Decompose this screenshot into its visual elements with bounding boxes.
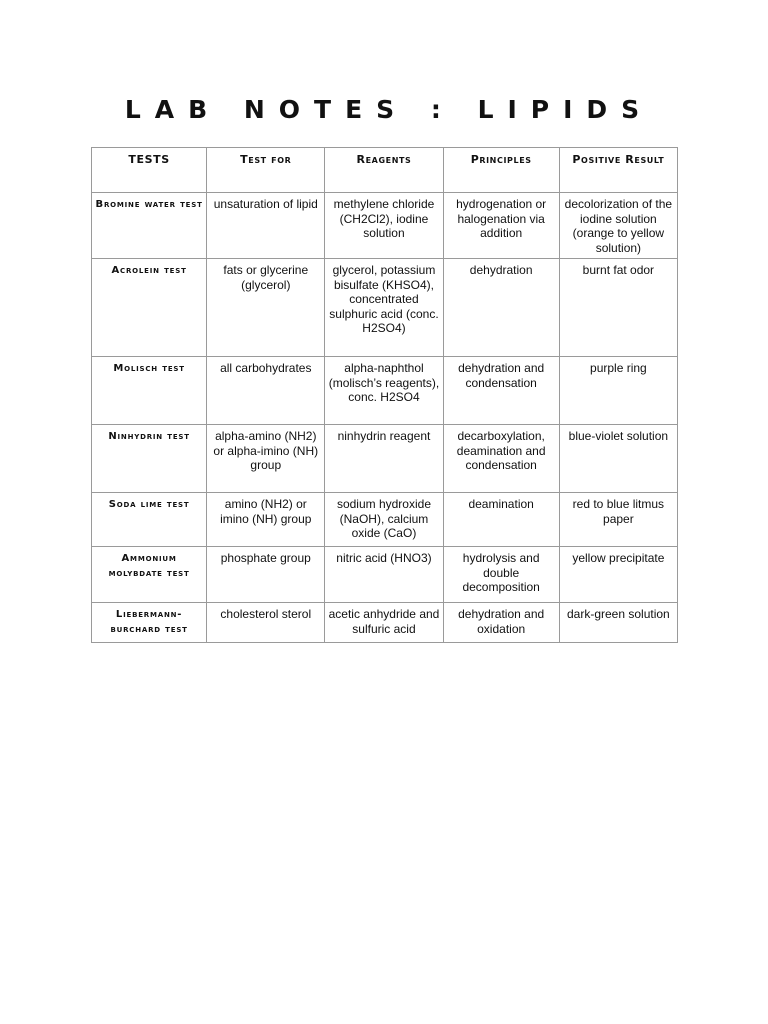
header-tests: TESTS <box>92 148 207 193</box>
reagents-cell: glycerol, potassium bisulfate (KHSO4), concentrated sulphuric acid (conc. H2SO4) <box>325 259 443 357</box>
table-row <box>92 193 678 259</box>
test-for-cell: phosphate group <box>207 547 325 603</box>
positive-result-cell: red to blue litmus paper <box>559 493 677 547</box>
positive-result-cell: decolorization of the iodine solution (orange to yellow solution) <box>559 193 677 259</box>
test-for-cell: all carbohydrates <box>207 357 325 425</box>
test-name-cell: Ninhydrin test <box>92 425 207 493</box>
positive-result-cell: purple ring <box>559 357 677 425</box>
header-positive-result: Positive Result <box>559 148 677 193</box>
reagents-cell: alpha-naphthol (molisch’s reagents), conc. H2SO4 <box>325 357 443 425</box>
table-row <box>92 259 678 357</box>
table-row <box>92 603 678 643</box>
header-principles: Principles <box>443 148 559 193</box>
test-name-cell: Liebermann-burchard test <box>92 603 207 643</box>
test-for-cell: unsaturation of lipid <box>207 193 325 259</box>
table-row <box>92 357 678 425</box>
positive-result-cell: dark-green solution <box>559 603 677 643</box>
test-for-cell: amino (NH2) or imino (NH) group <box>207 493 325 547</box>
reagents-cell: nitric acid (HNO3) <box>325 547 443 603</box>
test-name-cell: Soda lime test <box>92 493 207 547</box>
test-name-cell: Molisch test <box>92 357 207 425</box>
positive-result-cell: yellow precipitate <box>559 547 677 603</box>
header-test-for: Test for <box>207 148 325 193</box>
test-for-cell: cholesterol sterol <box>207 603 325 643</box>
principles-cell: deamination <box>443 493 559 547</box>
table-row <box>92 425 678 493</box>
reagents-cell: methylene chloride (CH2Cl2), iodine solution <box>325 193 443 259</box>
test-name-cell: Bromine water test <box>92 193 207 259</box>
positive-result-cell: blue-violet solution <box>559 425 677 493</box>
test-for-cell: fats or glycerine (glycerol) <box>207 259 325 357</box>
lipid-tests-table <box>91 147 678 643</box>
page-title: LAB NOTES : LIPIDS <box>124 95 654 124</box>
test-name-cell: Acrolein test <box>92 259 207 357</box>
test-for-cell: alpha-amino (NH2) or alpha-imino (NH) group <box>207 425 325 493</box>
principles-cell: hydrogenation or halogenation via addition <box>443 193 559 259</box>
table-header-row <box>92 148 678 193</box>
positive-result-cell: burnt fat odor <box>559 259 677 357</box>
header-reagents: Reagents <box>325 148 443 193</box>
test-name-cell: Ammonium molybdate test <box>92 547 207 603</box>
principles-cell: dehydration <box>443 259 559 357</box>
principles-cell: dehydration and condensation <box>443 357 559 425</box>
principles-cell: dehydration and oxidation <box>443 603 559 643</box>
principles-cell: hydrolysis and double decomposition <box>443 547 559 603</box>
table-row <box>92 493 678 547</box>
reagents-cell: sodium hydroxide (NaOH), calcium oxide (CaO) <box>325 493 443 547</box>
reagents-cell: ninhydrin reagent <box>325 425 443 493</box>
principles-cell: decarboxylation, deamination and condensation <box>443 425 559 493</box>
table-row <box>92 547 678 603</box>
reagents-cell: acetic anhydride and sulfuric acid <box>325 603 443 643</box>
